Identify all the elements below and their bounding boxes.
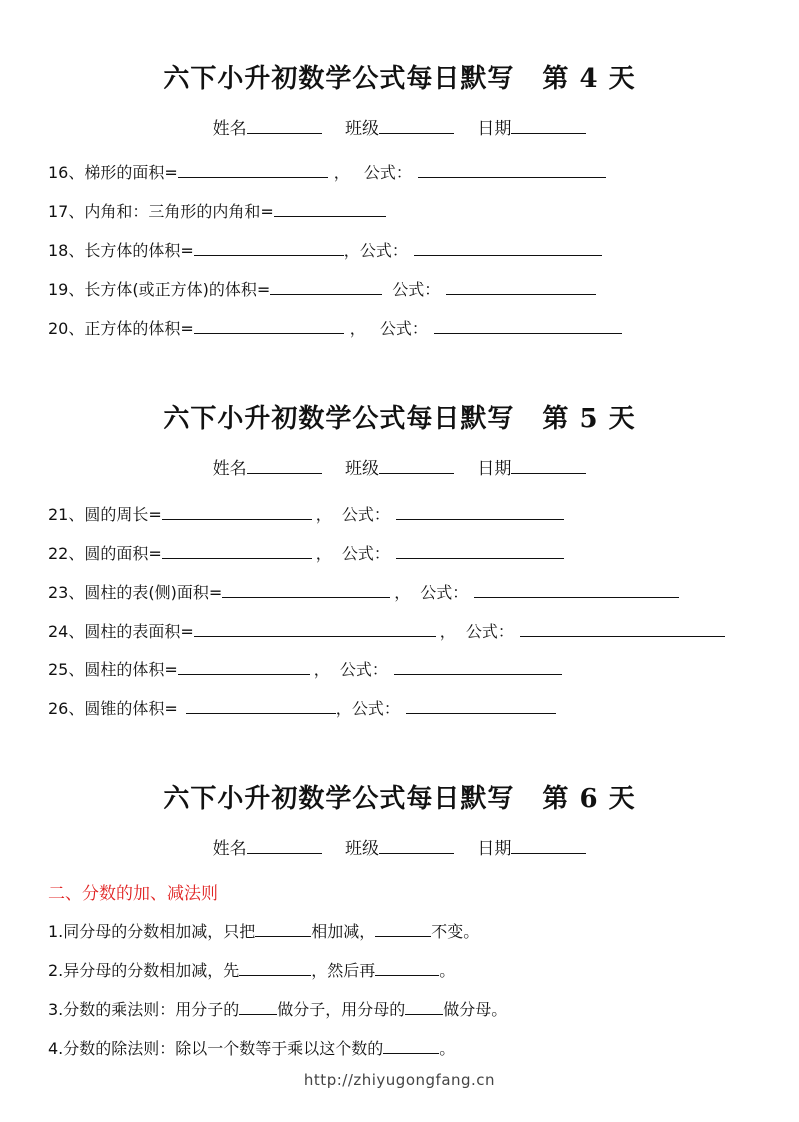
answer-blank[interactable]	[186, 698, 336, 714]
answer-blank[interactable]	[383, 1038, 439, 1054]
name-field[interactable]	[247, 118, 322, 134]
answer-blank[interactable]	[274, 201, 386, 217]
answer-blank[interactable]	[178, 162, 328, 178]
formula-blank[interactable]	[396, 543, 564, 559]
name-label: 姓名	[212, 119, 247, 139]
question-17: 17、内角和：三角形的内角和=	[48, 199, 386, 222]
rule-2: 2.异分母的分数相加减，先 ，然后再 。	[48, 961, 456, 980]
class-field[interactable]	[379, 458, 454, 474]
formula-blank[interactable]	[474, 582, 679, 598]
footer-url[interactable]: http://zhiyugongfang.cn	[303, 1071, 496, 1089]
class-label: 班级	[345, 119, 379, 139]
answer-blank[interactable]	[194, 240, 344, 256]
answer-blank[interactable]	[222, 582, 390, 598]
question-21: 21、圆的周长= ， 公式：	[48, 502, 564, 525]
day-label: 第 4 天	[542, 64, 636, 94]
date-label: 日期	[477, 119, 512, 139]
day-label: 第 6 天	[542, 784, 636, 814]
class-label: 班级	[345, 459, 379, 479]
date-field[interactable]	[511, 458, 586, 474]
answer-blank[interactable]	[239, 999, 277, 1015]
date-label: 日期	[477, 839, 512, 859]
rule-1: 1.同分母的分数相加减，只把 相加减， 不变。	[48, 922, 480, 941]
question-25: 25、圆柱的体积= ， 公式：	[48, 657, 562, 680]
title-text: 六下小升初数学公式每日默写	[163, 64, 515, 94]
section-title-day4	[0, 58, 799, 95]
question-22: 22、圆的面积= ， 公式：	[48, 541, 564, 564]
day-label: 第 5 天	[542, 404, 636, 434]
class-field[interactable]	[379, 838, 454, 854]
answer-blank[interactable]	[405, 999, 443, 1015]
title-text: 六下小升初数学公式每日默写	[163, 404, 515, 434]
answer-blank[interactable]	[255, 921, 311, 937]
formula-blank[interactable]	[446, 279, 596, 295]
name-field[interactable]	[247, 458, 322, 474]
date-label: 日期	[477, 459, 512, 479]
formula-blank[interactable]	[434, 318, 622, 334]
title-text: 六下小升初数学公式每日默写	[163, 784, 515, 814]
question-26: 26、圆锥的体积= ，公式：	[48, 696, 556, 719]
rule-4: 4.分数的除法则：除以一个数等于乘以这个数的 。	[48, 1039, 456, 1058]
answer-blank[interactable]	[194, 318, 344, 334]
name-field[interactable]	[247, 838, 322, 854]
section-heading: 二、分数的加、减法则	[48, 884, 218, 904]
answer-blank[interactable]	[375, 960, 439, 976]
formula-blank[interactable]	[394, 659, 562, 675]
section-title-day5	[0, 398, 799, 435]
date-field[interactable]	[511, 118, 586, 134]
student-info-day6	[0, 834, 799, 859]
answer-blank[interactable]	[194, 621, 436, 637]
question-20: 20、正方体的体积= ， 公式：	[48, 316, 622, 339]
answer-blank[interactable]	[162, 504, 312, 520]
answer-blank[interactable]	[270, 279, 382, 295]
formula-blank[interactable]	[414, 240, 602, 256]
date-field[interactable]	[511, 838, 586, 854]
class-label: 班级	[345, 839, 379, 859]
answer-blank[interactable]	[239, 960, 311, 976]
name-label: 姓名	[212, 839, 247, 859]
name-label: 姓名	[212, 459, 247, 479]
student-info-day4	[0, 114, 799, 139]
rule-3: 3.分数的乘法则：用分子的 做分子，用分母的 做分母。	[48, 1000, 508, 1019]
formula-blank[interactable]	[396, 504, 564, 520]
question-16: 16、梯形的面积= ， 公式：	[48, 160, 606, 183]
question-24: 24、圆柱的表面积= ， 公式：	[48, 619, 725, 642]
class-field[interactable]	[379, 118, 454, 134]
formula-blank[interactable]	[520, 621, 725, 637]
formula-blank[interactable]	[406, 698, 556, 714]
answer-blank[interactable]	[375, 921, 431, 937]
section-title-day6	[0, 778, 799, 815]
question-23: 23、圆柱的表(侧)面积= ， 公式：	[48, 580, 679, 603]
formula-blank[interactable]	[418, 162, 606, 178]
question-18: 18、长方体的体积= ，公式：	[48, 238, 602, 261]
question-19: 19、长方体(或正方体)的体积= 公式：	[48, 277, 596, 300]
student-info-day5	[0, 454, 799, 479]
answer-blank[interactable]	[178, 659, 310, 675]
answer-blank[interactable]	[162, 543, 312, 559]
